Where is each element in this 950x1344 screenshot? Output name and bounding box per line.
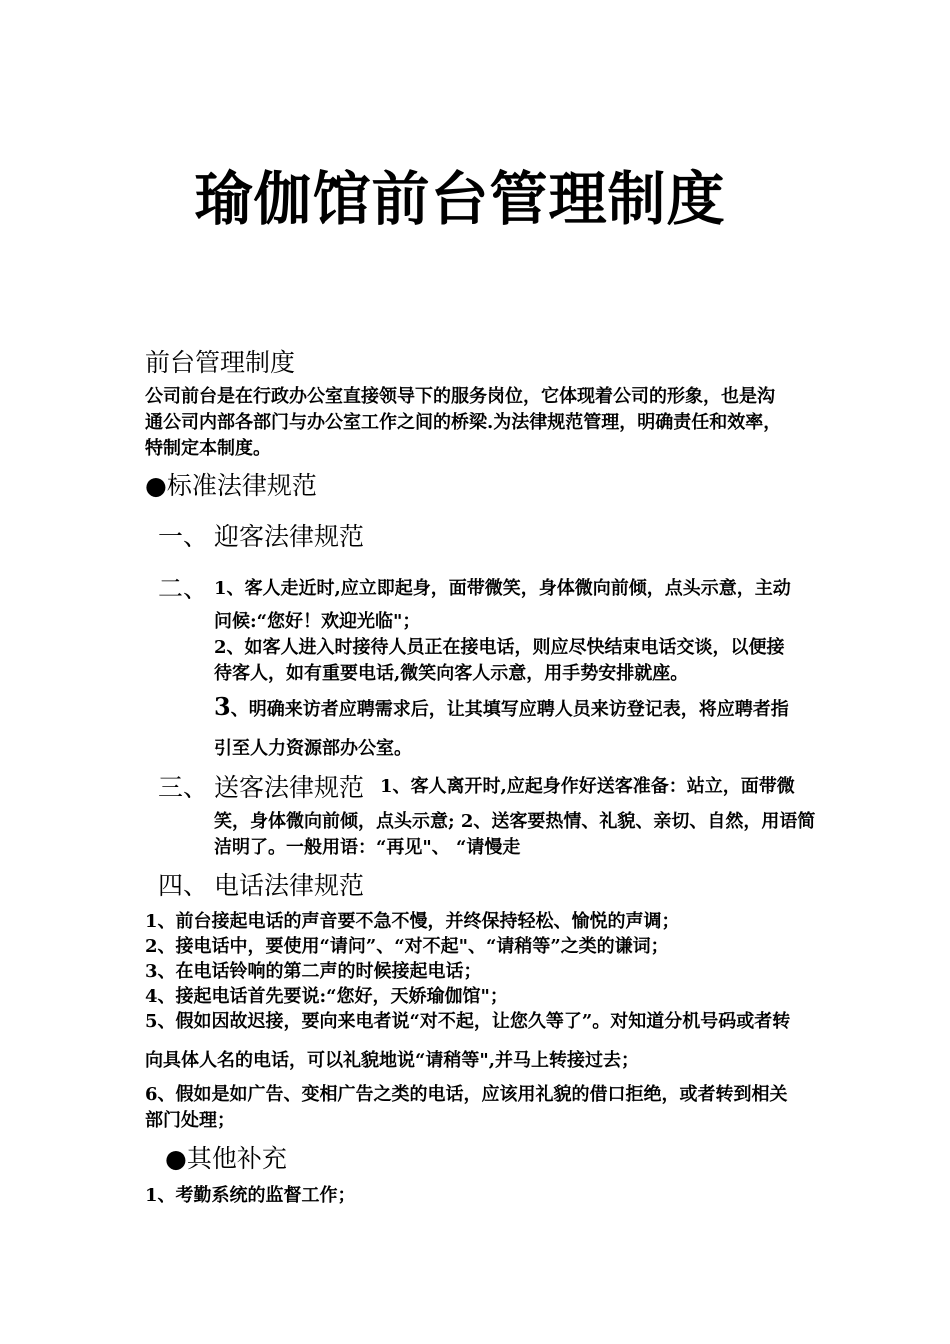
document-title: 瑜伽馆前台管理制度 [194, 165, 726, 233]
section-1-title: 迎客法律规范 [214, 522, 365, 551]
section-3-title: 送客法律规范 [214, 773, 365, 802]
section-2-line-4: 待客人，如有重要电话,微笑向客人示意，用手势安排就座。 [214, 663, 689, 684]
subtitle: 前台管理制度 [145, 348, 296, 377]
section-3-line-3: 洁明了。一般用语：“再见"、 “请慢走 [214, 837, 521, 858]
section-2-line-1: 1、客人走近时,应立即起身，面带微笑，身体微向前倾，点头示意，主动 [214, 578, 791, 599]
intro-line-3: 特制定本制度。 [145, 438, 271, 459]
intro-line-1: 公司前台是在行政办公室直接领导下的服务岗位，它体现着公司的形象，也是沟 [145, 386, 775, 407]
section-2-line-5 [214, 692, 789, 721]
section-standard-heading: ●标准法律规范 [145, 471, 317, 500]
phone-rule-5-continued: 向具体人名的电话，可以礼貌地说“请稍等",并马上转接过去； [145, 1050, 639, 1071]
section-2-number: 二、 [158, 574, 209, 603]
section-3-line-1: 1、客人离开时,应起身作好送客准备：站立，面带微 [380, 776, 795, 797]
intro-line-2: 通公司内部各部门与办公室工作之间的桥梁.为法律规范管理，明确责任和效率， [145, 412, 782, 433]
section-1-number: 一、 [158, 522, 209, 551]
phone-rule-3: 3、在电话铃响的第二声的时候接起电话； [145, 961, 482, 982]
section-3-number: 三、 [158, 773, 209, 802]
other-item-1: 1、考勤系统的监督工作； [145, 1185, 356, 1206]
phone-rule-1: 1、前台接起电话的声音要不急不慢，并终保持轻松、愉悦的声调； [145, 911, 680, 932]
section-2-item-3-number: 3 [214, 692, 231, 721]
phone-rule-6: 6、假如是如广告、变相广告之类的电话，应该用礼貌的借口拒绝，或者转到相关 [145, 1084, 788, 1105]
section-4-number: 四、 [158, 871, 209, 900]
section-2-line-2: 问候:“您好！欢迎光临"； [214, 611, 421, 632]
phone-rule-6-continued: 部门处理； [145, 1110, 235, 1131]
section-other-heading: ●其他补充 [165, 1144, 287, 1173]
section-2-line-6: 引至人力资源部办公室。 [214, 738, 412, 759]
phone-rule-5: 5、假如因故迟接，要向来电者说“对不起，让您久等了”。对知道分机号码或者转 [145, 1011, 791, 1032]
section-2-item-3-text: 、明确来访者应聘需求后，让其填写应聘人员来访登记表，将应聘者指 [230, 699, 789, 720]
section-4-title: 电话法律规范 [214, 871, 365, 900]
phone-rule-4: 4、接起电话首先要说:“您好，天娇瑜伽馆"； [145, 986, 508, 1007]
section-3-line-2: 笑，身体微向前倾，点头示意; 2、送客要热情、礼貌、亲切、自然，用语简 [214, 811, 816, 832]
phone-rule-2: 2、接电话中，要使用“请问”、“对不起"、“请稍等”之类的谦词； [145, 936, 669, 957]
section-2-line-3: 2、如客人进入时接待人员正在接电话，则应尽快结束电话交谈，以便接 [214, 637, 785, 658]
